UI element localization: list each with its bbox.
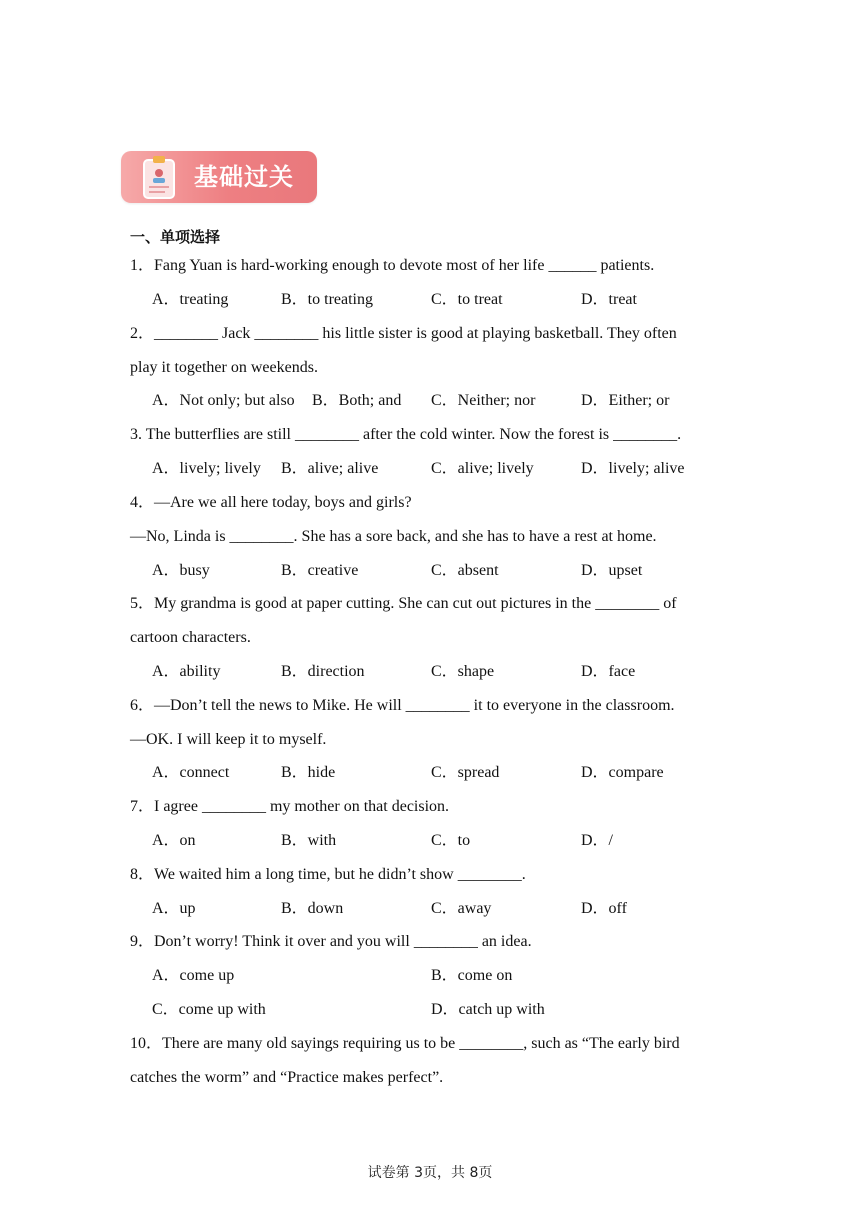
q1-option-d[interactable]: D．treat	[581, 291, 637, 308]
section-banner	[121, 151, 317, 203]
q5-option-b[interactable]: B．direction	[281, 663, 365, 680]
banner-title: 基础过关	[194, 163, 294, 191]
question-8-text: 8．We waited him a long time, but he didn’t show ________.	[130, 866, 526, 883]
q2-option-d[interactable]: D．Either; or	[581, 392, 670, 409]
question-6-text-line-1: 6．—Don’t tell the news to Mike. He will ________ it to everyone in the classroom.	[130, 697, 675, 714]
question-6-text-line-2: —OK. I will keep it to myself.	[130, 731, 327, 748]
question-10-text-line-1: 10．There are many old sayings requiring us to be ________, such as “The early bird	[130, 1035, 680, 1052]
question-5-text-line-1: 5．My grandma is good at paper cutting. She can cut out pictures in the ________ of	[130, 595, 677, 612]
question-1-text: 1．Fang Yuan is hard-working enough to devote most of her life ______ patients.	[130, 257, 655, 274]
q9-option-b[interactable]: B．come on	[431, 967, 513, 984]
q1-option-c[interactable]: C．to treat	[431, 291, 503, 308]
q5-option-c[interactable]: C．shape	[431, 663, 495, 680]
question-4-text-line-1: 4．—Are we all here today, boys and girls?	[130, 494, 412, 511]
section-title: 一、单项选择	[130, 228, 221, 246]
q3-option-c[interactable]: C．alive; lively	[431, 460, 534, 477]
q7-option-d[interactable]: D．/	[581, 832, 614, 849]
question-2-text-line-1: 2．________ Jack ________ his little sister is good at playing basketball. They often	[130, 325, 677, 342]
question-9-text: 9．Don’t worry! Think it over and you will ________ an idea.	[130, 933, 532, 950]
q1-option-a[interactable]: A．treating	[152, 291, 229, 308]
question-3-text: 3. The butterflies are still ________ after the cold winter. Now the forest is ________.	[130, 426, 682, 443]
clipboard-document-icon	[141, 154, 177, 200]
q6-option-d[interactable]: D．compare	[581, 764, 664, 781]
question-4-text-line-2: —No, Linda is ________. She has a sore back, and she has to have a rest at home.	[130, 528, 657, 545]
q4-option-c[interactable]: C．absent	[431, 562, 499, 579]
q1-option-b[interactable]: B．to treating	[281, 291, 373, 308]
question-10-text-line-2: catches the worm” and “Practice makes perfect”.	[130, 1069, 444, 1086]
q2-option-b[interactable]: B．Both; and	[312, 392, 402, 409]
q4-option-b[interactable]: B．creative	[281, 562, 359, 579]
q3-option-a[interactable]: A．lively; lively	[152, 460, 261, 477]
q7-option-a[interactable]: A．on	[152, 832, 196, 849]
question-5-text-line-2: cartoon characters.	[130, 629, 251, 646]
q9-option-d[interactable]: D．catch up with	[431, 1001, 545, 1018]
q3-option-b[interactable]: B．alive; alive	[281, 460, 379, 477]
q9-option-c[interactable]: C．come up with	[152, 1001, 266, 1018]
q5-option-d[interactable]: D．face	[581, 663, 636, 680]
q6-option-b[interactable]: B．hide	[281, 764, 336, 781]
question-7-text: 7．I agree ________ my mother on that decision.	[130, 798, 450, 815]
q8-option-d[interactable]: D．off	[581, 900, 627, 917]
q6-option-a[interactable]: A．connect	[152, 764, 230, 781]
question-2-text-line-2: play it together on weekends.	[130, 359, 318, 376]
q7-option-b[interactable]: B．with	[281, 832, 337, 849]
q6-option-c[interactable]: C．spread	[431, 764, 500, 781]
q5-option-a[interactable]: A．ability	[152, 663, 221, 680]
q2-option-a[interactable]: A．Not only; but also	[152, 392, 295, 409]
q8-option-a[interactable]: A．up	[152, 900, 196, 917]
q8-option-b[interactable]: B．down	[281, 900, 344, 917]
q3-option-d[interactable]: D．lively; alive	[581, 460, 685, 477]
q8-option-c[interactable]: C．away	[431, 900, 492, 917]
q4-option-a[interactable]: A．busy	[152, 562, 210, 579]
q4-option-d[interactable]: D．upset	[581, 562, 643, 579]
q7-option-c[interactable]: C．to	[431, 832, 471, 849]
page-footer: 试卷第 3页，共 8页	[367, 1165, 493, 1181]
q9-option-a[interactable]: A．come up	[152, 967, 235, 984]
q2-option-c[interactable]: C．Neither; nor	[431, 392, 536, 409]
